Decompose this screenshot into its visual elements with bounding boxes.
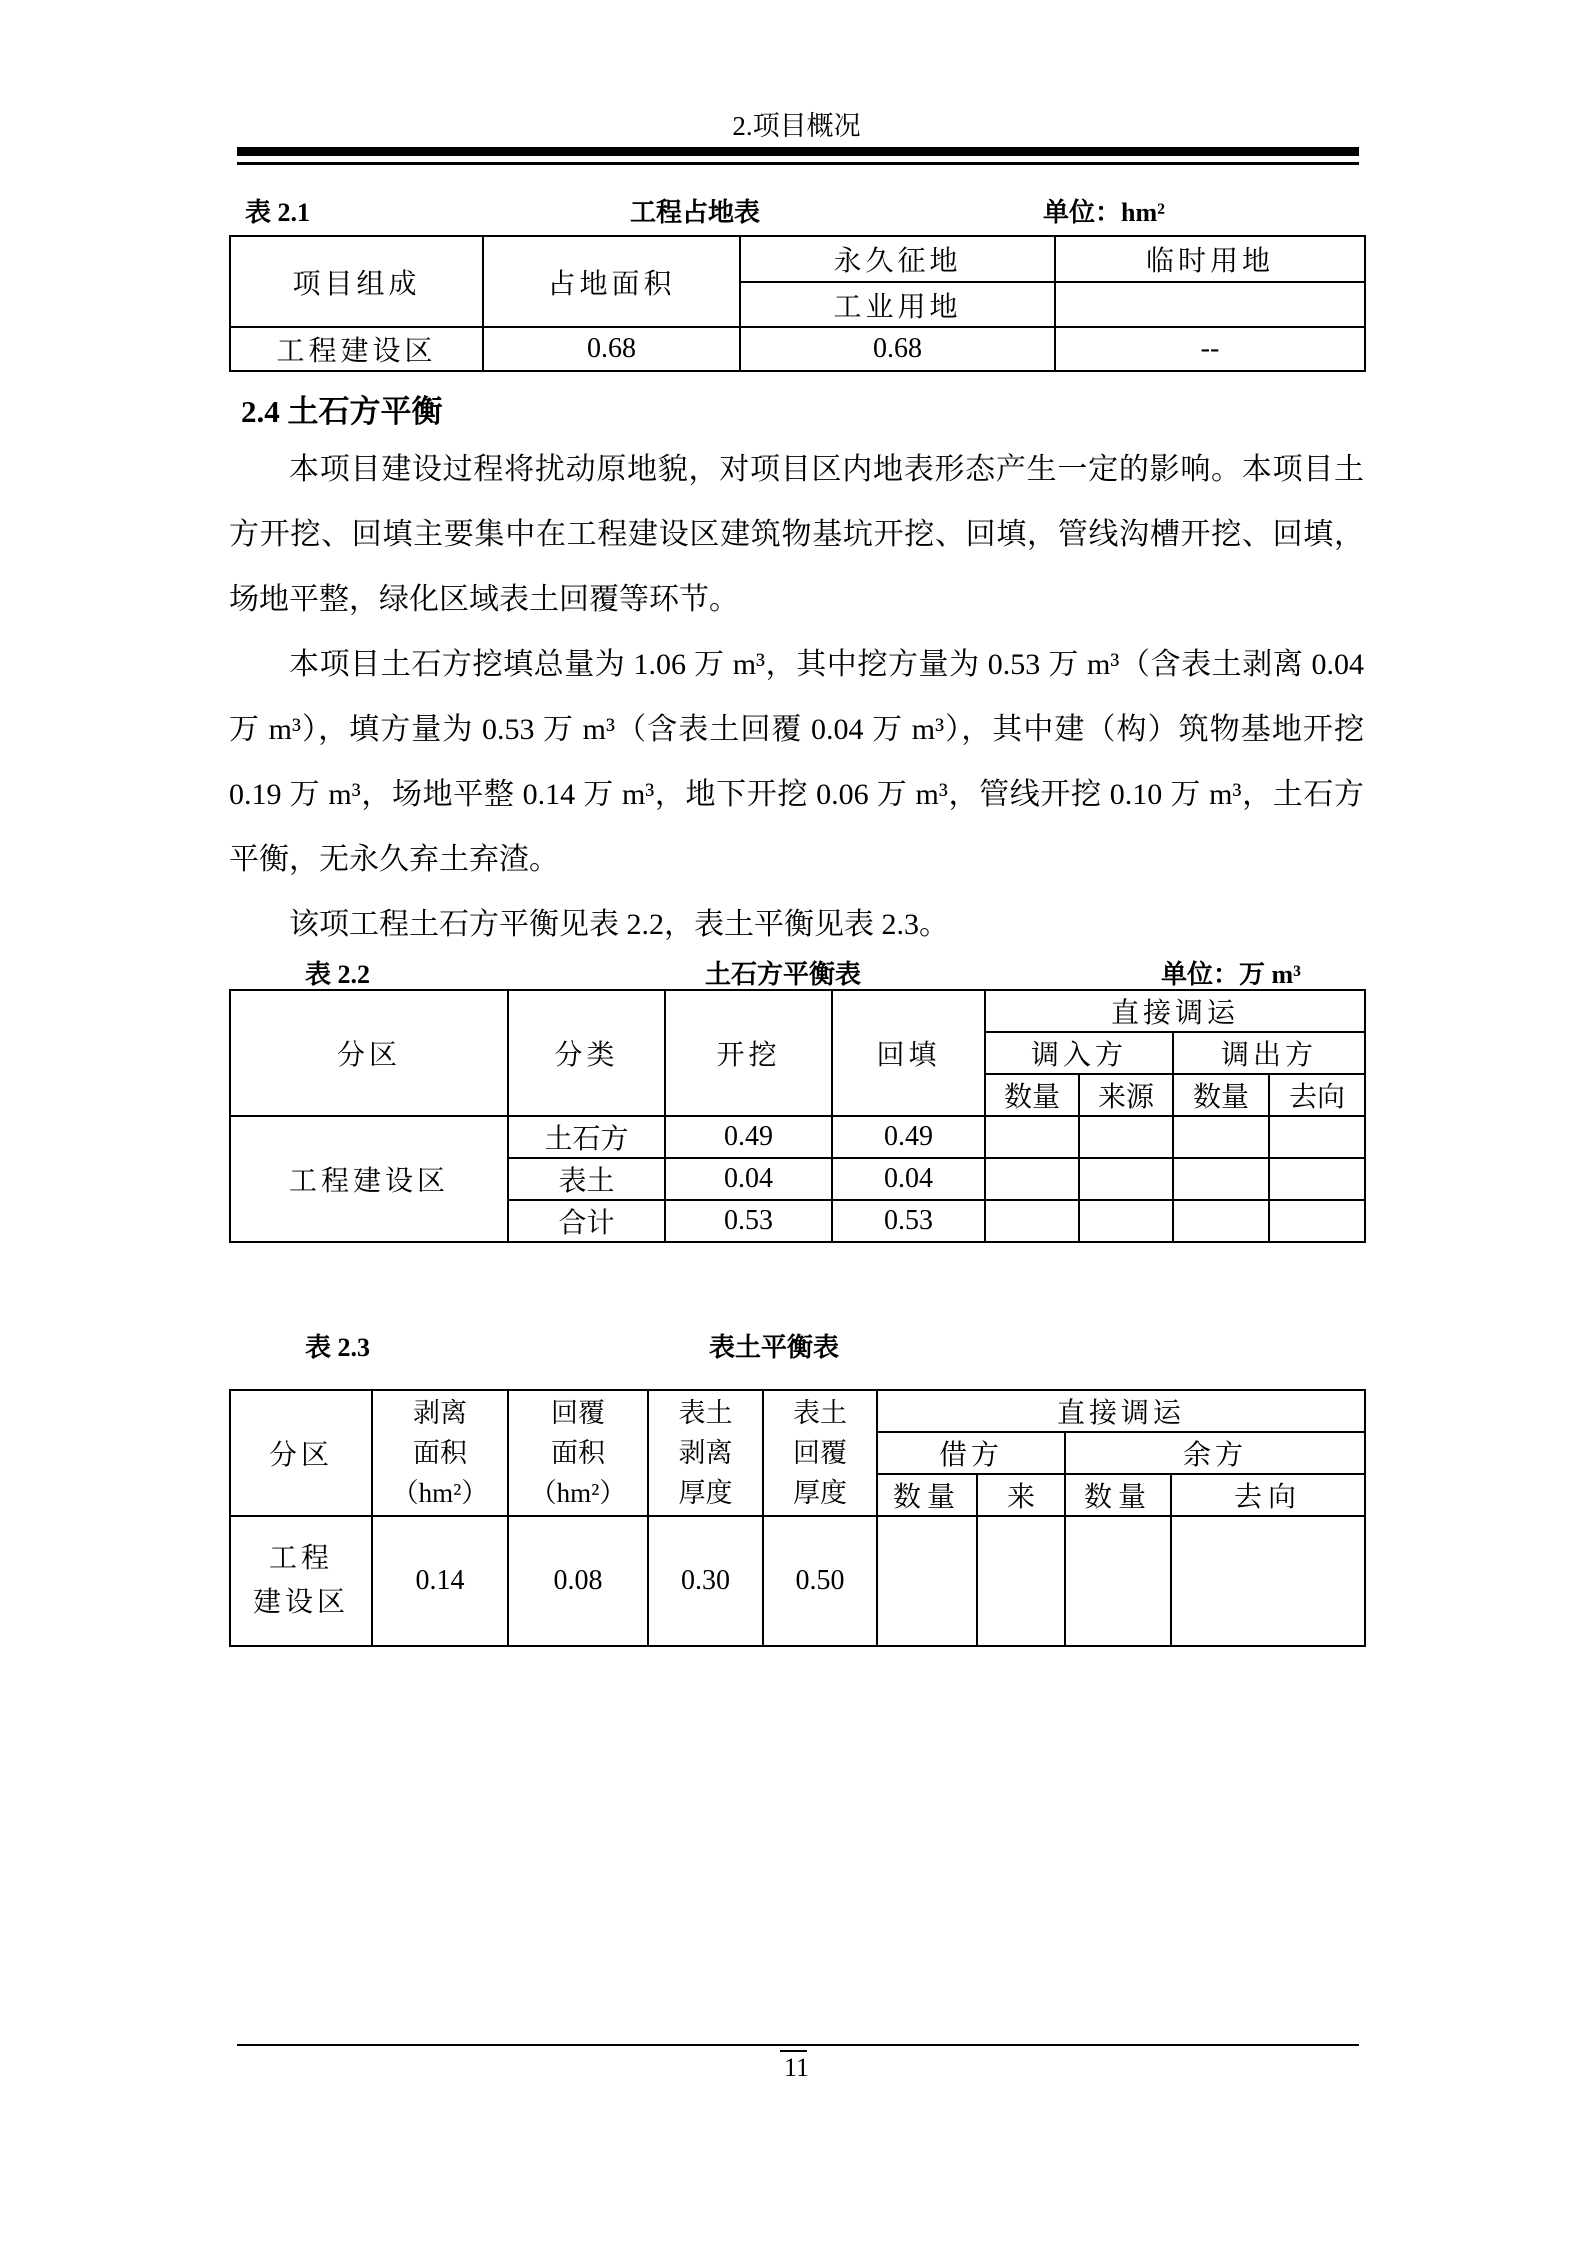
- cell-strip-thickness: 0.30: [648, 1516, 763, 1646]
- th-strip-thickness: 表土 剥离 厚度: [648, 1390, 763, 1516]
- cell-backfill: 0.04: [832, 1158, 985, 1200]
- empty-cell: [985, 1116, 1079, 1158]
- cell-excavation: 0.04: [665, 1158, 832, 1200]
- empty-cell: [1269, 1200, 1365, 1242]
- empty-cell: [1079, 1200, 1173, 1242]
- cell-land-area-value: 0.68: [483, 327, 740, 371]
- th-transfer-out: 调出方: [1173, 1032, 1365, 1074]
- cell-category: 表土: [508, 1158, 665, 1200]
- th-transfer-in: 调入方: [985, 1032, 1173, 1074]
- paragraph-2: 本项目土石方挖填总量为 1.06 万 m³，其中挖方量为 0.53 万 m³（含表土剥离 0.04 万 m³），填方量为 0.53 万 m³（含表土回覆 0.04 万 m³），其中建（构）筑物基地开挖 0.19 万 m³，场地平整 0.14 万 m³，地下开挖 0.06 万 m³，管线开挖 0.10 万 m³，土石方平衡，无永久弃土弃渣。: [229, 648, 1364, 876]
- empty-cell: [1269, 1116, 1365, 1158]
- th-project-composition: 项目组成: [230, 236, 483, 327]
- cell-excavation: 0.49: [665, 1116, 832, 1158]
- empty-cell: [985, 1158, 1079, 1200]
- footer-rule: [237, 2044, 1359, 2046]
- table-2-1-unit: 单位：hm²: [1043, 198, 1165, 227]
- table-2-2-caption: [229, 954, 1364, 989]
- th-strip-area: 剥离 面积 （hm²）: [372, 1390, 508, 1516]
- paragraph-1: 本项目建设过程将扰动原地貌，对项目区内地表形态产生一定的影响。本项目土方开挖、回填主要集中在工程建设区建筑物基坑开挖、回填，管线沟槽开挖、回填，场地平整，绿化区域表土回覆等环节。: [229, 453, 1364, 616]
- th-quantity-surplus: 数量: [1065, 1474, 1171, 1516]
- th-destination: 去向: [1171, 1474, 1365, 1516]
- cell-excavation: 0.53: [665, 1200, 832, 1242]
- empty-cell: [1173, 1116, 1269, 1158]
- th-destination: 去向: [1269, 1074, 1365, 1116]
- section-heading: 2.4 土石方平衡: [241, 394, 443, 429]
- empty-cell: [1171, 1516, 1365, 1646]
- cell-category: 土石方: [508, 1116, 665, 1158]
- cell-category: 合计: [508, 1200, 665, 1242]
- empty-cell: [1173, 1200, 1269, 1242]
- table-2-1-title: 工程占地表: [629, 198, 761, 227]
- th-quantity-borrow: 数量: [877, 1474, 977, 1516]
- table-2-1-label: 表 2.1: [245, 198, 311, 227]
- th-excavation: 开挖: [665, 990, 832, 1116]
- cell-temporary-value: --: [1055, 327, 1365, 371]
- table-2-3-topsoil-balance: [229, 1389, 1366, 1647]
- table-2-1-land-occupation: [229, 235, 1366, 372]
- paragraph-3: 该项工程土石方平衡见表 2.2，表土平衡见表 2.3。: [289, 908, 949, 941]
- empty-cell: [1055, 282, 1365, 327]
- th-source: 来源: [1079, 1074, 1173, 1116]
- cell-cover-thickness: 0.50: [763, 1516, 877, 1646]
- th-zone: 分区: [230, 990, 508, 1116]
- empty-cell: [1269, 1158, 1365, 1200]
- th-industrial-land: 工业用地: [740, 282, 1055, 327]
- empty-cell: [877, 1516, 977, 1646]
- th-temporary-land: 临时用地: [1055, 236, 1365, 282]
- table-2-3-caption: [229, 1327, 1364, 1362]
- table-2-2-label: 表 2.2: [305, 960, 371, 989]
- empty-cell: [1079, 1116, 1173, 1158]
- table-2-2-earthwork-balance: [229, 989, 1366, 1243]
- page-title: 2.项目概况: [732, 111, 861, 141]
- th-zone: 分区: [230, 1390, 372, 1516]
- cell-backfill: 0.53: [832, 1200, 985, 1242]
- th-quantity-out: 数量: [1173, 1074, 1269, 1116]
- header-rule-thin: [237, 162, 1359, 165]
- th-category: 分类: [508, 990, 665, 1116]
- cell-strip-area: 0.14: [372, 1516, 508, 1646]
- th-quantity-in: 数量: [985, 1074, 1079, 1116]
- table-2-3-label: 表 2.3: [305, 1333, 371, 1362]
- cell-zone-name: 工程 建设区: [230, 1516, 372, 1646]
- table-2-2-title: 土石方平衡表: [704, 960, 862, 989]
- table-2-3-title: 表土平衡表: [708, 1333, 840, 1362]
- cell-cover-area: 0.08: [508, 1516, 648, 1646]
- table-2-2-unit: 单位：万 m³: [1161, 960, 1301, 989]
- empty-cell: [977, 1516, 1065, 1646]
- th-borrow: 借方: [877, 1432, 1065, 1474]
- header-rule-thick: [237, 147, 1359, 156]
- th-direct-transfer: 直接调运: [985, 990, 1365, 1032]
- cell-zone-name: 工程建设区: [230, 327, 483, 371]
- th-permanent-acquisition: 永久征地: [740, 236, 1055, 282]
- table-2-1-caption: [229, 192, 1364, 227]
- th-source-short: 来: [977, 1474, 1065, 1516]
- empty-cell: [1065, 1516, 1171, 1646]
- th-cover-area: 回覆 面积 （hm²）: [508, 1390, 648, 1516]
- th-land-area: 占地面积: [483, 236, 740, 327]
- th-cover-thickness: 表土 回覆 厚度: [763, 1390, 877, 1516]
- empty-cell: [985, 1200, 1079, 1242]
- th-surplus: 余方: [1065, 1432, 1365, 1474]
- cell-backfill: 0.49: [832, 1116, 985, 1158]
- empty-cell: [1173, 1158, 1269, 1200]
- cell-industrial-value: 0.68: [740, 327, 1055, 371]
- page-number-overline: [780, 2050, 807, 2052]
- th-backfill: 回填: [832, 990, 985, 1116]
- section-body: [229, 437, 1364, 957]
- empty-cell: [1079, 1158, 1173, 1200]
- th-direct-transfer: 直接调运: [877, 1390, 1365, 1432]
- page-number: 11: [783, 2053, 810, 2082]
- cell-zone-name: 工程建设区: [230, 1116, 508, 1242]
